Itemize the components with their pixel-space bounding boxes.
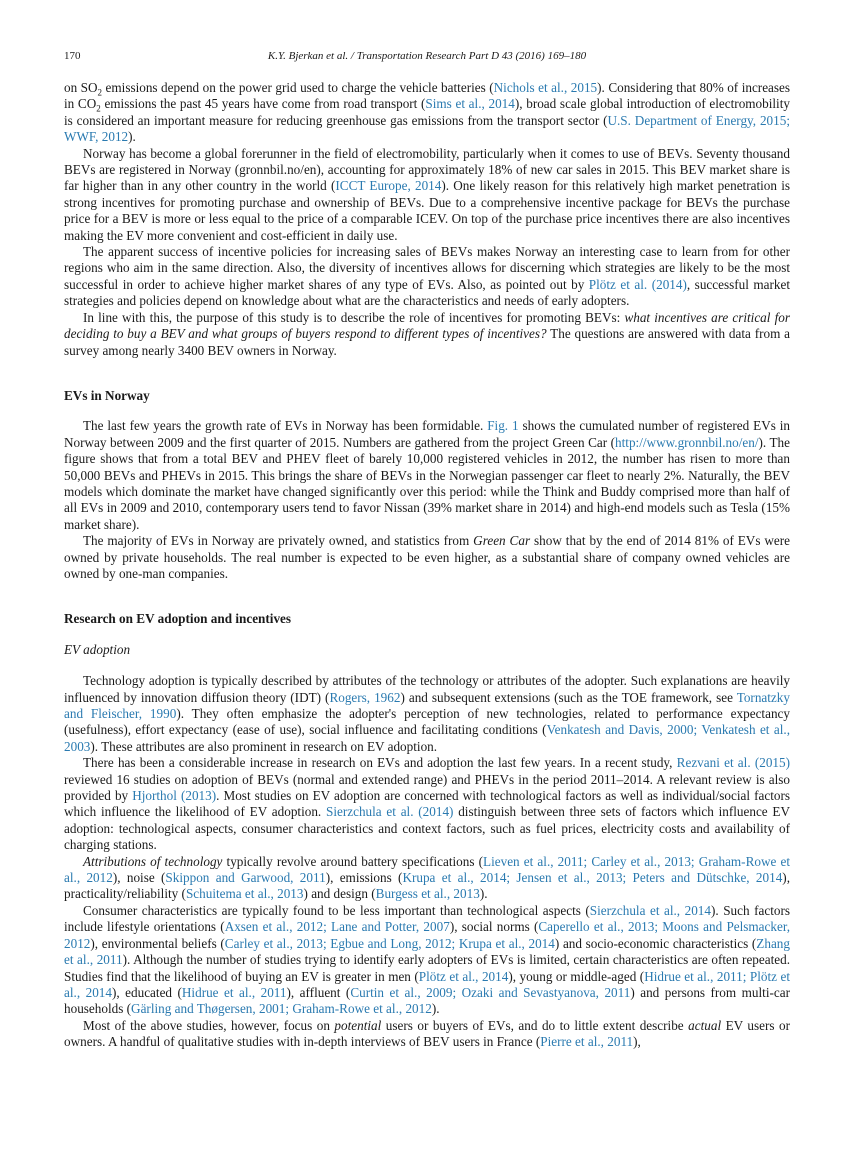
citation-link[interactable]: Skippon and Garwood, 2011 [165,870,326,886]
citation-link[interactable]: Curtin et al., 2009; Ozaki and Sevastyanova, 2011 [350,984,631,1000]
citation-link[interactable]: Sierzchula et al., 2014 [589,902,711,918]
citation-link[interactable]: Schuitema et al., 2013 [185,886,304,902]
citation-link[interactable]: Hidrue et al., 2011; Plötz et al., 2014 [64,968,790,1000]
citation-link[interactable]: Carley et al., 2013; Egbue and Long, 2012; Krupa et al., 2014 [224,935,555,951]
citation-link[interactable]: Rezvani et al. (2015) [676,755,790,771]
section-heading: EVs in Norway [64,387,150,403]
citation-link[interactable]: Sierzchula et al. (2014) [326,804,454,820]
citation-link[interactable]: Nichols et al., 2015 [493,80,598,95]
citation-link[interactable]: Zhang et al., 2011 [64,935,790,968]
citation-link[interactable]: Rogers, 1962 [329,689,401,705]
subsection-heading: EV adoption [64,641,131,657]
paragraph: The apparent success of incentive policies for increasing sales of BEVs makes Norway an interesting case to learn from for other regions who aim in the same direction. Also, the diversity of incentives allows for discerning which strategies are likely to be the most successful in order to achieve higher market shares of any type of EVs. Also, as pointed out by Plötz et al. (2014), successful market strategies and policies depend on knowledge about what are the characteristics and needs of early adopters. [64,244,790,309]
paragraph: Technology adoption is typically described by attributes of the technology or attributes of the adopter. Such explanations are heavily influenced by innovation diffusion theory (IDT) (Rogers, 1962) and subsequent extensions (such as the TOE framework, see Tornatzky and Fleischer, 1990). They often emphasize the adopter's perception of new technologies, related to performance expectancy (usefulness), effort expectancy (ease of use), social influence and facilitating conditions (Venkatesh and Davis, 2000; Venkatesh et al., 2003). These attributes are also prominent in research on EV adoption. [64,673,790,754]
citation-link[interactable]: U.S. Department of Energy, 2015; WWF, 2012 [64,112,790,145]
citation-link[interactable]: Pierre et al., 2011 [540,1034,634,1050]
page-number: 170 [64,50,81,62]
citation-link[interactable]: Krupa et al., 2014; Jensen et al., 2013; Peters and Dütschke, 2014 [402,870,783,886]
citation-link[interactable]: Axsen et al., 2012; Lane and Potter, 2007 [224,919,450,935]
paragraph: There has been a considerable increase in research on EVs and adoption the last few years. In a recent study, Rezvani et al. (2015) reviewed 16 studies on adoption of BEVs (normal and extended range) and PHEVs in the period 2011–2014. A relevant review is also provided by Hjorthol (2013). Most studies on EV adoption are concerned with technological factors as well as individual/social factors which influence the likelihood of EV adoption. Sierzchula et al. (2014) distinguish between three sets of factors which influence EV adoption: technological aspects, consumer characteristics and context factors, such as fuel prices, electricity costs and availability of charging stations. [64,755,790,853]
url-link[interactable]: http://www.gronnbil.no/en/ [615,434,759,450]
citation-link[interactable]: Burgess et al., 2013 [375,886,480,902]
citation-link[interactable]: Lieven et al., 2011; Carley et al., 2013; Graham-Rowe et al., 2012 [64,853,790,886]
section-heading: Research on EV adoption and incentives [64,611,292,627]
figure-link[interactable]: Fig. 1 [487,418,519,434]
paragraph: The last few years the growth rate of EVs in Norway has been formidable. Fig. 1 shows the cumulated number of registered EVs in Norway between 2009 and the first quarter of 2015. Numbers are gathered from the project Green Car (http://www.gronnbil.no/en/). The figure shows that from a total BEV and PHEV fleet of barely 10,000 registered vehicles in 2012, the number has risen to more than 50,000 BEVs and PHEVs in 2015. This brings the share of BEVs in the Norwegian passenger car fleet to nearly 2%. Naturally, the BEV models which dominate the market have changed significantly over this period: while the Think and Buddy comprised more than half of all EVs in 2009 and 2010, contemporary users tend to favor Nissan (39% market share in 2014) and high-end models such as Tesla (15% market share). [64,418,791,532]
paragraph: Norway has become a global forerunner in the field of electromobility, particularly when it comes to use of BEVs. Seventy thousand BEVs are registered in Norway (gronnbil.no/en), accounting for approximately 18% of new car sales in 2015. This BEV market share is far higher than in any other country in the world (ICCT Europe, 2014). One likely reason for this relatively high market penetration is strong incentives for promoting purchase and ownership of BEVs. Due to a comprehensive incentive package for BEVs the purchase price for a BEV is more or less equal to the price of a comparable ICEV. On top of the purchase price incentives there are also incentives making the EV more convenient and cost-efficient in daily use. [64,145,790,243]
citation-link[interactable]: Gärling and Thøgersen, 2001; Graham-Rowe et al., 2012 [131,1001,432,1017]
citation-link[interactable]: ICCT Europe, 2014 [335,178,442,194]
paragraph: on $SO_2$ emissions depend on the power grid used to charge the vehicle batteries (Nichols et al., 2015). Considering that 80% of increases in $CO_2$ emissions the past 45 years have come from road transport (Sims et al., 2014), broad scale global introduction of electromobility is considered an important measure for reducing greenhouse gas emissions from the transport sector (U.S. Department of Energy, 2015; WWF, 2012). [64,80,791,145]
citation-link[interactable]: Caperello et al., 2013; Moons and Pelsmacker, 2012 [64,919,790,951]
citation-link[interactable]: Sims et al., 2014 [425,96,515,112]
citation-link[interactable]: Hjorthol (2013) [132,788,217,804]
citation-link[interactable]: Venkatesh and Davis, 2000; Venkatesh et al., 2003 [64,722,790,754]
citation-link[interactable]: Plötz et al. (2014) [588,276,687,292]
running-header [64,50,790,70]
citation-link[interactable]: Plötz et al., 2014 [418,968,509,984]
citation-link[interactable]: Tornatzky and Fleischer, 1990 [64,689,790,721]
paragraph: The majority of EVs in Norway are privately owned, and statistics from Green Car show that by the end of 2014 81% of EVs were owned by private households. The real number is expected to be even higher, as a substantial share of company owned vehicles are owned by one-man companies. [64,533,791,581]
paragraph: Most of the above studies, however, focus on potential users or buyers of EVs, and do to little extent describe actual EV users or owners. A handful of qualitative studies with in-depth interviews of BEV users in France (Pierre et al., 2011), [64,1017,790,1050]
paragraph: In line with this, the purpose of this study is to describe the role of incentives for promoting BEVs: what incentives are critical for deciding to buy a BEV and what groups of buyers respond to different types of incentives? The questions are answered with data from a survey among nearly 3400 BEV owners in Norway. [64,309,790,358]
article-body [64,80,790,1051]
citation-link[interactable]: Hidrue et al., 2011 [181,984,287,1000]
paragraph: Attributions of technology typically revolve around battery specifications (Lieven et al., 2011; Carley et al., 2013; Graham-Rowe et al., 2012), noise (Skippon and Garwood, 2011), emissions (Krupa et al., 2014; Jensen et al., 2013; Peters and Dütschke, 2014), practicality/reliability (Schuitema et al., 2013) and design (Burgess et al., 2013). [64,853,790,902]
paragraph: Consumer characteristics are typically found to be less important than technological aspects (Sierzchula et al., 2014). Such factors include lifestyle orientations (Axsen et al., 2012; Lane and Potter, 2007), social norms (Caperello et al., 2013; Moons and Pelsmacker, 2012), environmental beliefs (Carley et al., 2013; Egbue and Long, 2012; Krupa et al., 2014) and socio-economic characteristics (Zhang et al., 2011). Although the number of studies trying to identify early adopters of EVs is limited, certain characteristics are often repeated. Studies find that the likelihood of buying an EV is greater in men (Plötz et al., 2014), young or middle-aged (Hidrue et al., 2011; Plötz et al., 2014), educated (Hidrue et al., 2011), affluent (Curtin et al., 2009; Ozaki and Sevastyanova, 2011) and persons from multi-car households (Gärling and Thøgersen, 2001; Graham-Rowe et al., 2012). [64,902,790,1017]
journal-citation-header: K.Y. Bjerkan et al. / Transportation Research Part D 43 (2016) 169–180 [267,50,587,62]
